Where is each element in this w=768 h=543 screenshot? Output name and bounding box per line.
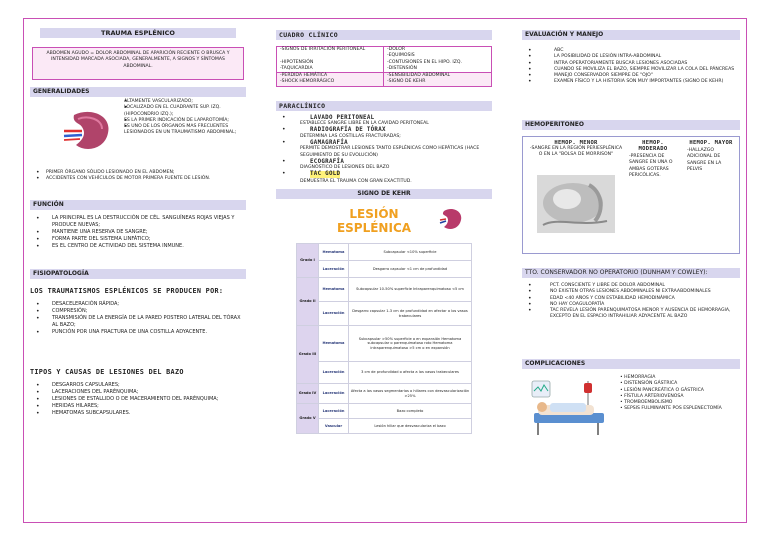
list-item: • INTRA OPERATORIAMENTE BUSCAR LESIONES ASOCIADAS: [522, 61, 740, 67]
paraclinico-item-title: • RADIOGRAFÍA DE TÓRAX: [310, 127, 386, 134]
spleen-image: [60, 109, 120, 155]
column-3: [522, 30, 740, 453]
list-item: • EDAD <40 AÑOS Y CON ESTABILIDAD HEMODINÁMICA: [522, 296, 740, 302]
list-item: • PRIMER ÓRGANO SÓLIDO LESIONADO EN EL ABDOMEN;: [30, 170, 246, 176]
cuadro-cell: -DISTENSIÓN: [387, 65, 417, 71]
list-item: • ALTAMENTE VASCULARIZADO;: [118, 99, 248, 105]
paraclinico-item-desc: PERMITE DEMOSTRAR LESIONES TANTO ESPLÉNICAS COMO HEPÁTICAS (HACE SEGUIMIENTO DE SU EVOLUCIÓN): [300, 146, 480, 158]
definition-box: ABDOMEN AGUDO = DOLOR ABDOMINAL DE APARICIÓN RECIENTE O BRUSCA Y INTENSIDAD MARCADA ASOCIADA, GENERALMENTE, A SIGNOS Y SÍNTOMAS ABDOMINAL.: [32, 47, 244, 80]
paraclinico-item-desc: DEMUESTRA EL TRAUMA CON GRAN EXACTITUD.: [300, 178, 412, 184]
cuadro-cell: -SENSIBILIDAD ABDOMINAL: [384, 72, 491, 79]
list-item: • LA PRINCIPAL ES LA DESTRUCCIÓN DE CÉL. SANGUÍNEAS ROJAS VIEJAS Y PRODUCE NUEVAS;: [30, 215, 246, 229]
list-item-text: DISTENSIÓN GÁSTRICA: [624, 381, 678, 387]
paraclinico-item-title: • LAVADO PERITONEAL: [310, 114, 375, 121]
complicaciones-body: [522, 369, 740, 453]
list-item: • PUNCIÓN POR UNA FRACTURA DE UNA COSTILLA ADYACENTE.: [30, 329, 246, 336]
paraclinico-item-title: • GAMAGRAFÍA: [310, 139, 348, 146]
list-item: • LESIÓN PANCREÁTICA O GÁSTRICA: [620, 387, 704, 393]
paraclinico-item-title: TAC GOLD: [310, 171, 341, 178]
paraclinico-item-title: • ECOGRAFÍA: [310, 158, 345, 165]
hemop-moderado-text: -PRESENCIA DE SANGRE EN UNA O AMBAS GOTERAS PERICÓLICAS.: [629, 154, 673, 178]
grade-label: Grado I: [297, 244, 319, 278]
fisiopatologia-subtitle-2: TIPOS Y CAUSAS DE LESIONES DEL BAZO: [30, 368, 184, 376]
cuadro-cell: -EQUIMOSIS: [387, 53, 415, 59]
list-item: • ES UNO DE LOS ÓRGANOS MAS FRECUENTES LESIONADOS EN UN TRAUMATISMO ABDOMINAL;: [118, 124, 248, 137]
paraclinico-item-desc: ESTABLECE SANGRE LIBRE EN LA CAVIDAD PERITONEAL: [300, 121, 429, 127]
paraclinico-item-desc: DETERMINA LAS COSTILLAS FRACTURADAS;: [300, 133, 401, 139]
list-item: • LA POSIBILIDAD DE LESIÓN INTRA-ABDOMINAL: [522, 54, 740, 60]
list-item: • COMPRESIÓN;: [30, 308, 246, 315]
cuadro-cell: -PERDIDA HEMÁTICA: [277, 72, 384, 79]
hemoperitoneo-header: HEMOPERITONEO: [522, 120, 740, 130]
cuadro-cell: -SIGNOS DE IRRITACIÓN PERITONEAL: [277, 47, 384, 53]
hemoperitoneo-box: [522, 136, 740, 254]
list-item: • FORMA PARTE DEL SISTEMA LINFÁTICO;: [30, 236, 246, 243]
cuadro-cell: -CONTUSIONES EN EL HIPO. IZQ.: [387, 59, 462, 65]
hemop-mayor-title: HEMOP. MAYOR: [689, 140, 733, 146]
cuadro-cell: -DOLOR: [387, 47, 406, 52]
grade-type: Hematoma: [319, 326, 349, 362]
grade-desc: Afecta a los vasos segmentarios o hiliares con desvascularización >25%: [349, 384, 472, 404]
tto-list: [522, 283, 740, 359]
hemop-mayor-text: -HALLAZGO ADICIONAL DE SANGRE EN LA PELVIS: [687, 148, 722, 172]
list-item-text: HEMORRAGIA: [624, 375, 656, 380]
signo-kehr-header: SIGNO DE KEHR: [276, 189, 492, 199]
grade-desc: 3 cm de profundidad o afecta a los vasos trabeculares: [349, 362, 472, 384]
funcion-list: [30, 215, 246, 269]
grades-table: [296, 243, 472, 434]
list-item: • HEMORRAGIA: [620, 375, 656, 380]
grade-desc: Desgarro capsular 1-3 cm de profundidad en afectar a los vasos trabeculares: [349, 302, 472, 326]
list-item: • DESGARROS CAPSULARES;: [30, 382, 246, 389]
paraclinico-item: [276, 140, 492, 159]
grade-desc: Lesión hiliar que desvasculariza el bazo: [349, 419, 472, 434]
grade-desc: Subcapsular 10-50% superficie Intraparenquimatoso <5 cm: [349, 278, 472, 302]
hemop-menor: [529, 140, 623, 159]
column-1: [30, 28, 246, 417]
list-item-text: FÍSTULA ARTERIOVENOSA: [624, 393, 684, 399]
list-item-text: LESIÓN PANCREÁTICA O GÁSTRICA: [624, 387, 704, 393]
paraclinico-list: [276, 115, 492, 185]
lesion-title-1: LESIÓN: [349, 207, 399, 222]
list-item: • DISTENSIÓN GÁSTRICA: [620, 381, 678, 387]
list-item-text: TROMBOEMBOLISMO: [624, 400, 673, 406]
paraclinico-header: PARACLÍNICO: [276, 101, 492, 111]
list-item: • ES LA PRIMER INDICACIÓN DE LAPAROTOMÍA;: [118, 118, 248, 124]
fisiopatologia-list-1: [30, 301, 246, 365]
grade-type: Laceración: [319, 261, 349, 278]
list-item: • CUANDO SE MOVILIZA EL BAZO, SIEMPRE MOVILIZAR LA COLA DEL PÁNCREAS: [522, 67, 740, 73]
list-item: • HERIDAS HILARES;: [30, 403, 246, 410]
column-2: [276, 30, 492, 435]
fisiopatologia-header: FISIOPATOLOGÍA: [30, 269, 246, 279]
grade-type: Hematoma: [319, 278, 349, 302]
cuadro-cell: -SIGNO DE KEHR: [384, 79, 491, 85]
hemoperitoneo-image: [537, 175, 615, 233]
hemop-moderado-title: HEMOP. MODERADO: [638, 140, 668, 152]
grade-desc: Desgarro capsular <1 cm de profundidad: [349, 261, 472, 278]
hemop-mayor: [687, 140, 735, 173]
grade-type: Laceración: [319, 362, 349, 384]
funcion-header: FUNCIÓN: [30, 200, 246, 210]
hemop-menor-title: HEMOP. MENOR: [554, 140, 598, 146]
grade-type: Laceración: [319, 384, 349, 404]
paraclinico-item: [276, 159, 492, 172]
cuadro-cell: -HIPOTENSIÓN: [277, 60, 384, 66]
list-item: • LACERACIONES DEL PARÉNQUIMA;: [30, 389, 246, 396]
generalidades-list: [30, 170, 246, 198]
complicaciones-list: [620, 375, 722, 413]
list-item: • HEMATOMAS SUBCAPSULARES.: [30, 410, 246, 417]
grade-type: Laceración: [319, 302, 349, 326]
list-item: • NO EXISTEN OTRAS LESIONES ABDOMINALES NI EXTRAABDOMINALES: [522, 289, 740, 295]
fisiopatologia-subtitle-1: LOS TRAUMATISMOS ESPLÉNICOS SE PRODUCEN POR:: [30, 287, 224, 295]
list-item: • MANTIENE UNA RESERVA DE SANGRE;: [30, 229, 246, 236]
generalidades-side-list: [118, 99, 248, 137]
grade-label: Grado IV: [297, 384, 319, 404]
list-item: • ABC: [522, 48, 740, 54]
spleen-icon: [438, 207, 464, 233]
hospital-bed-image: [528, 379, 612, 441]
grade-type: Laceración: [319, 404, 349, 419]
list-item: • LESIONES DE ESTALLIDO O DE MACERAMIENTO DEL PARÉNQUIMA;: [30, 396, 246, 403]
list-item: • TAC REVELA LESIÓN PARENQUIMATOSA MENOR Y AUSENCIA DE HEMORRAGIA, EXCEPTO EN EL ESPACIO INTRAHILIAR ADYACENTE AL BAZO: [522, 308, 740, 321]
cuadro-clinico-header: CUADRO CLÍNICO: [276, 30, 492, 40]
list-item: • ACCIDENTES CON VEHÍCULOS DE MOTOR PRIMERA FUENTE DE LESIÓN.: [30, 176, 246, 182]
lesion-esplenica-card: [296, 207, 472, 435]
main-title: TRAUMA ESPLÉNICO: [40, 28, 236, 38]
list-item: • DESACELERACIÓN RÁPIDA;: [30, 301, 246, 308]
grade-desc: Subcapsular <10% superficie: [349, 244, 472, 261]
paraclinico-item-desc: DIAGNÓSTICO DE LESIONES DEL BAZO: [300, 165, 390, 171]
fisiopatologia-list-2: [30, 382, 246, 417]
grade-type: Hematoma: [319, 244, 349, 261]
grade-desc: Subcapsular >50% superficie o en expansión Hematoma subcapsular o parenquimatoso roto Hematoma intraparenquimatoso >5 cm o en expansión: [349, 326, 472, 362]
grade-type: Vascular: [319, 419, 349, 434]
list-item: • TRANSMISIÓN DE LA ENERGÍA DE LA PARED POSTERO LATERAL DEL TÓRAX AL BAZO;: [30, 315, 246, 329]
list-item: • ES EL CENTRO DE ACTIVIDAD DEL SISTEMA INMUNE.: [30, 243, 246, 250]
cuadro-cell: -TAQUICARDIA: [277, 66, 384, 72]
evaluacion-header: EVALUACIÓN Y MANEJO: [522, 30, 740, 40]
grade-label: Grado V: [297, 404, 319, 434]
list-item: • TROMBOEMBOLISMO: [620, 400, 673, 406]
grade-label: Grado II: [297, 278, 319, 326]
cuadro-clinico-table: [276, 46, 492, 87]
grade-desc: Bazo completo: [349, 404, 472, 419]
list-item: • LOCALIZADO EN EL CUADRANTE SUP. IZQ. (HIPOCONDRIO IZQ.);: [118, 105, 248, 118]
hemop-menor-text: -SANGRE EN LA REGIÓN PERIESPLÉNICA O EN LA "BOLSA DE MORRISON": [529, 146, 623, 158]
list-item: • MANEJO CONSERVADOR SIEMPRE DE "OJO": [522, 73, 740, 79]
tto-header: TTO. CONSERVADOR NO OPERATORIO (DUNHAM Y COWLEY):: [522, 268, 740, 278]
list-item: • EXAMEN FÍSICO Y LA HISTORIA SON MUY IMPORTANTES (SIGNO DE KEHR): [522, 79, 740, 85]
paraclinico-item: [276, 115, 492, 128]
list-item: • SEPSIS FULMINANTE POS ESPLENECTOMÍA: [620, 406, 722, 412]
list-item: • FÍSTULA ARTERIOVENOSA: [620, 393, 684, 399]
evaluacion-list: [522, 48, 740, 120]
generalidades-header: GENERALIDADES: [30, 87, 246, 97]
cuadro-cell: -SHOCK HEMORRÁGICO: [277, 79, 384, 85]
list-item: • PCT. CONSCIENTE Y LIBRE DE DOLOR ABDOMINAL: [522, 283, 740, 289]
generalidades-body: [30, 97, 246, 168]
lesion-title-2: ESPLÉNICA: [336, 221, 412, 236]
grade-label: Grado III: [297, 326, 319, 384]
paraclinico-item: [276, 171, 492, 185]
complicaciones-header: COMPLICACIONES: [522, 359, 740, 369]
hemop-moderado: [629, 140, 677, 179]
list-item-text: SEPSIS FULMINANTE POS ESPLENECTOMÍA: [624, 406, 722, 412]
paraclinico-item: [276, 127, 492, 140]
list-item: • NO HAY COAGULOPATÍA: [522, 302, 740, 308]
